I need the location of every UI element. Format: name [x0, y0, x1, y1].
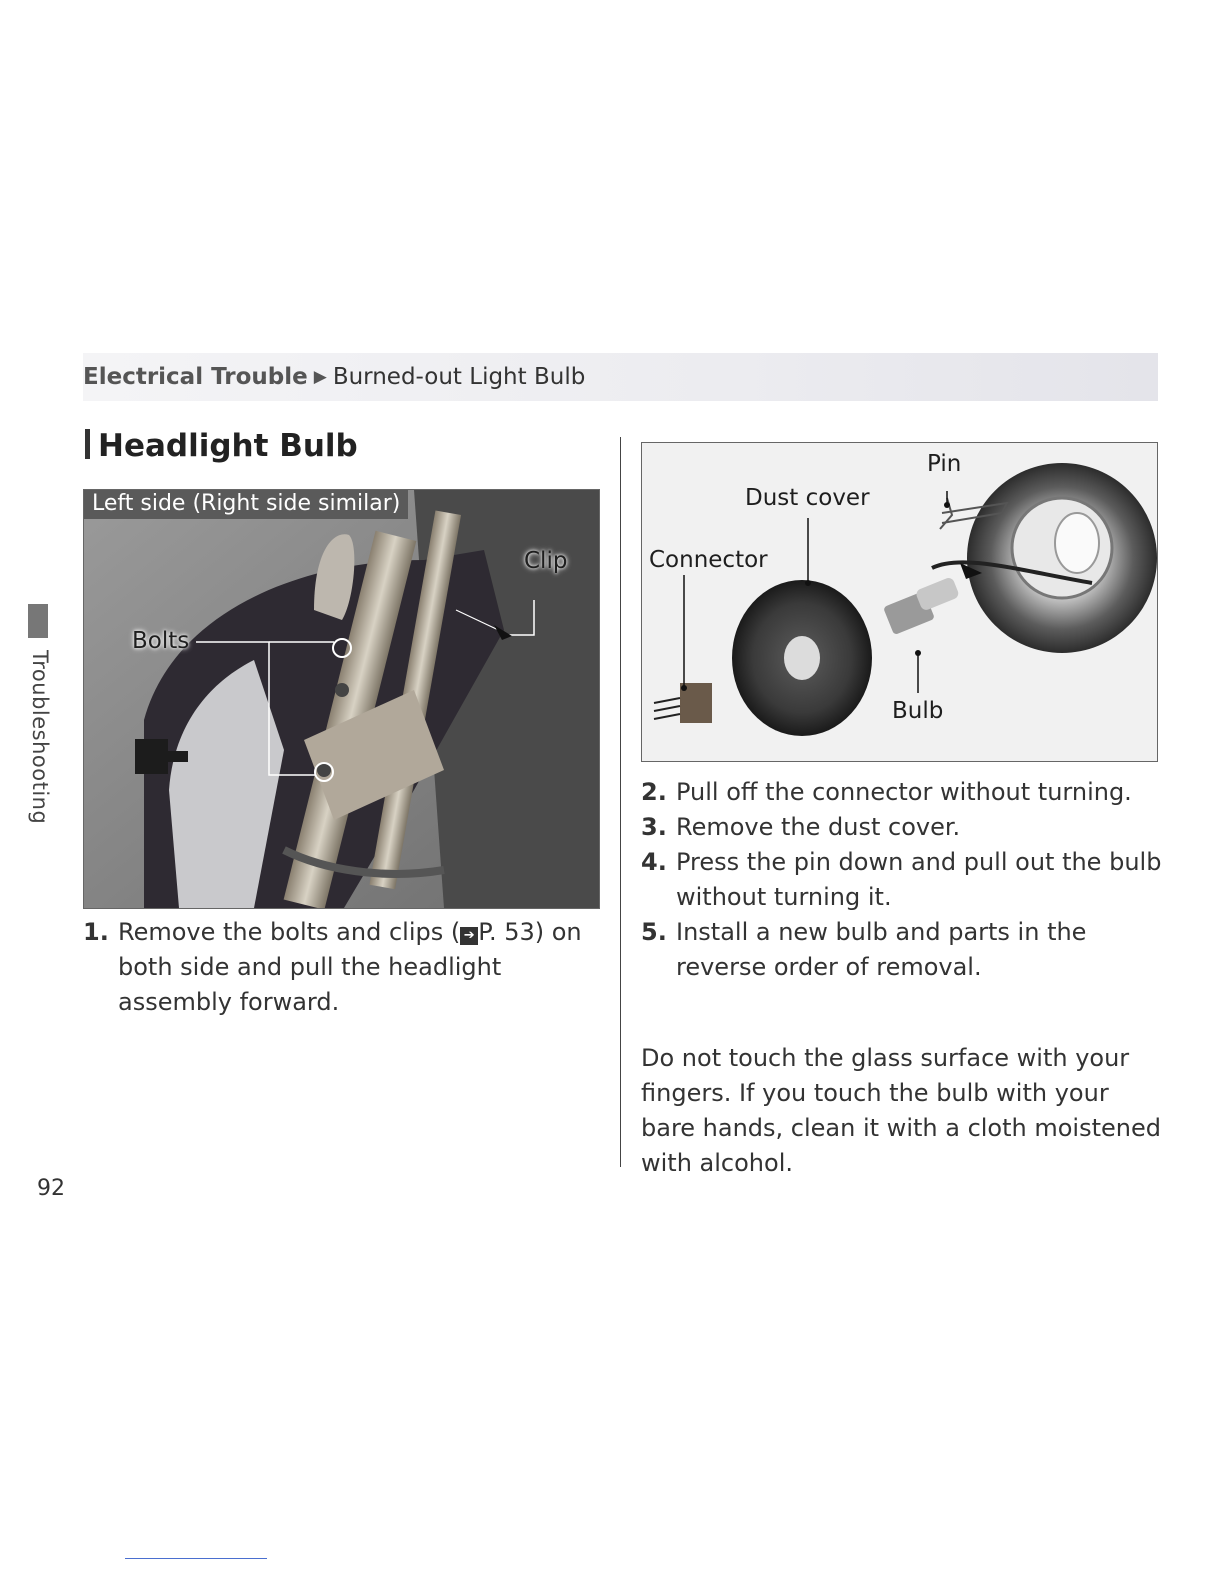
- step-item: [83, 915, 603, 1020]
- step-number: 1.: [83, 918, 109, 946]
- page-title: [85, 428, 358, 464]
- breadcrumb-topic: Burned-out Light Bulb: [332, 364, 586, 390]
- label-clip: Clip: [524, 548, 568, 574]
- step-number: 3.: [641, 813, 667, 841]
- label-pin: Pin: [927, 451, 962, 477]
- step-item: [641, 810, 1166, 845]
- step-item: [641, 915, 1166, 985]
- side-tab-marker: [28, 604, 48, 638]
- step-item: [641, 845, 1166, 915]
- steps-list-right: [641, 775, 1166, 985]
- steps-list-left: [83, 915, 603, 1020]
- step-text-after: ) on both side and pull the headlight assembly forward.: [118, 918, 582, 1016]
- footer-line: [125, 1558, 267, 1559]
- page-title-text: Headlight Bulb: [98, 428, 358, 464]
- step-number: 5.: [641, 918, 667, 946]
- breadcrumb-arrow-icon: ▶: [313, 367, 327, 387]
- heading-bar-icon: [85, 429, 90, 459]
- column-divider: [620, 437, 621, 1167]
- headlight-assembly-illustration: [84, 490, 599, 908]
- step-text: Press the pin down and pull out the bulb without turning it.: [676, 848, 1162, 911]
- step-text-before: Remove the bolts and clips (: [118, 918, 461, 946]
- breadcrumb: [83, 364, 585, 390]
- label-dust-cover: Dust cover: [745, 485, 870, 511]
- breadcrumb-section: Electrical Trouble: [83, 364, 308, 390]
- step-item: [641, 775, 1166, 810]
- page-reference-link[interactable]: P. 53: [478, 918, 535, 946]
- step-number: 2.: [641, 778, 667, 806]
- figure-caption: Left side (Right side similar): [84, 490, 408, 519]
- step-text: Remove the dust cover.: [676, 813, 961, 841]
- note-paragraph: Do not touch the glass surface with your fingers. If you touch the bulb with your bare hands, clean it with a cloth moistened with alcohol.: [641, 1044, 1161, 1177]
- page-reference-icon: ➔: [460, 927, 478, 945]
- label-connector: Connector: [649, 547, 768, 573]
- step-text: Install a new bulb and parts in the reverse order of removal.: [676, 918, 1087, 981]
- step-text: Pull off the connector without turning.: [676, 778, 1132, 806]
- figure-bulb-components: [641, 442, 1158, 762]
- page-number: 92: [37, 1176, 65, 1201]
- side-tab-label: Troubleshooting: [28, 650, 52, 825]
- step-number: 4.: [641, 848, 667, 876]
- label-bulb: Bulb: [892, 698, 944, 724]
- label-bolts: Bolts: [132, 628, 190, 654]
- figure-headlight-assembly: [83, 489, 600, 909]
